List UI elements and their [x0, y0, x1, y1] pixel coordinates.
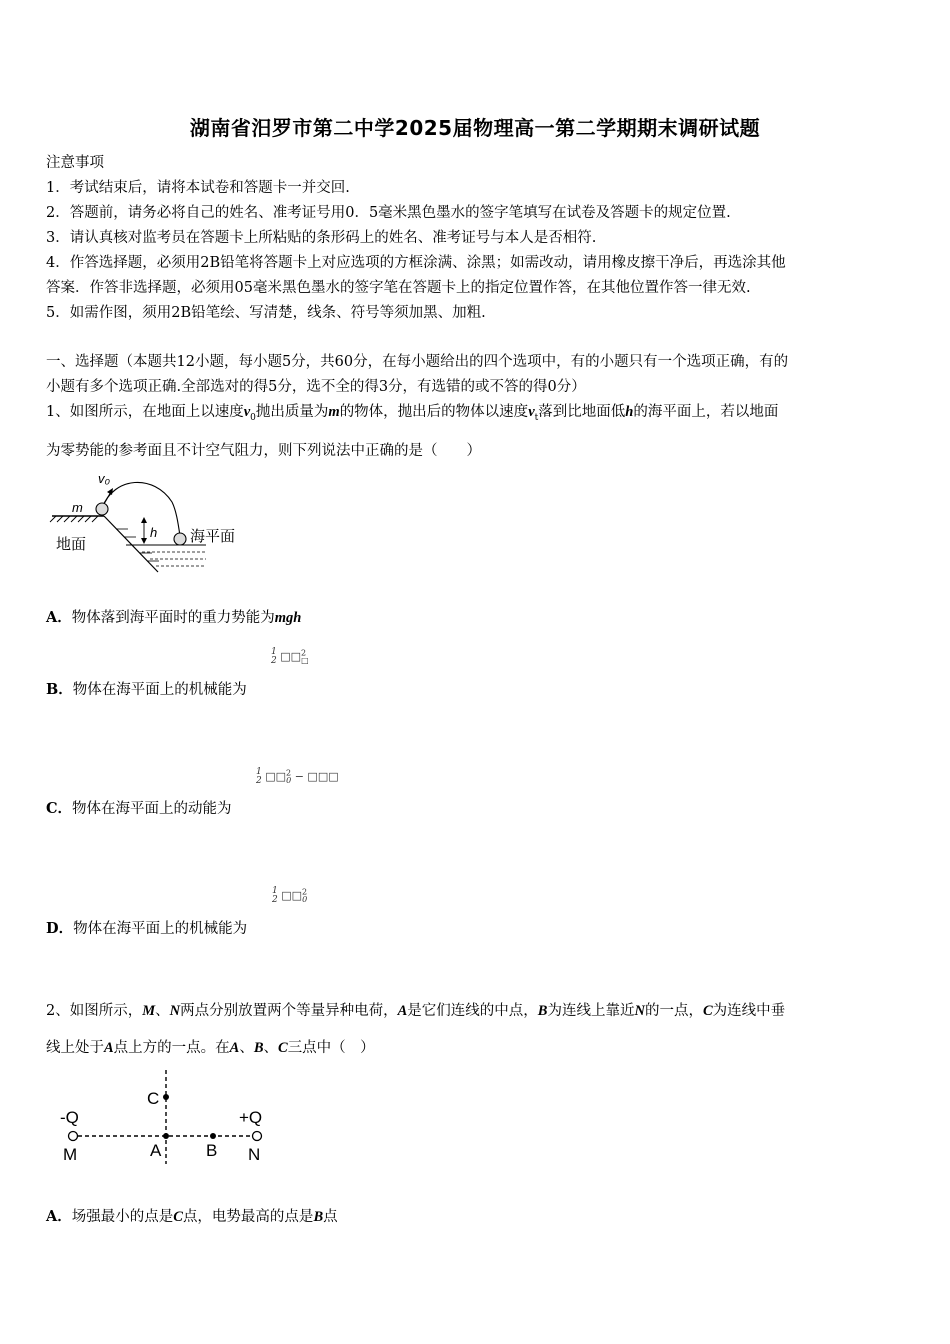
notice-heading: 注意事项: [46, 155, 104, 171]
notice-item: 2．答题前，请务必将自己的姓名、准考证号用0．5毫米黑色墨水的签字笔填写在试卷及答题卡的规定位置.: [46, 205, 731, 221]
notice-item: 3．请认真核对监考员在答题卡上所粘贴的条形码上的姓名、准考证号与本人是否相符.: [46, 230, 597, 246]
notice-item: 答案．作答非选择题，必须用05毫米黑色墨水的签字笔在答题卡上的指定位置作答，在其他位置作答一律无效.: [46, 280, 751, 296]
formula-d: 1 2 □□$^2_0$: [272, 886, 308, 905]
sea-label: 海平面: [190, 528, 236, 545]
point-b-label: B: [206, 1141, 218, 1160]
negative-charge-label: -Q: [60, 1108, 79, 1127]
question-2-stem-cont: 线上处于A点上方的一点。在A、B、C三点中（ ）: [46, 1040, 375, 1056]
question-2-stem: 2、如图所示，M、N两点分别放置两个等量异种电荷，A是它们连线的中点，B为连线上靠近N的一点，C为连线中垂: [46, 1003, 786, 1019]
formula-b: 1 2 □□$^2_□$: [271, 647, 309, 666]
option-c: C．物体在海平面上的动能为: [46, 800, 232, 817]
m-label: m: [72, 500, 83, 515]
option-d: D．物体在海平面上的机械能为: [46, 920, 248, 937]
positive-charge-label: +Q: [239, 1108, 263, 1127]
option-a: A．物体落到海平面时的重力势能为mgh: [46, 609, 302, 626]
question-2-figure: [46, 1066, 286, 1166]
section-heading-cont: 小题有多个选项正确.全部选对的得5分，选不全的得3分，有选错的或不答的得0分）: [46, 379, 586, 395]
notice-item: 1．考试结束后，请将本试卷和答题卡一并交回.: [46, 180, 350, 196]
notice-item: 4．作答选择题，必须用2B铅笔将答题卡上对应选项的方框涂满、涂黑；如需改动，请用橡皮擦干净后，再选涂其他: [46, 255, 786, 271]
question-2-option-a: A．场强最小的点是C点，电势最高的点是B点: [46, 1208, 338, 1225]
v0-label: v₀: [98, 471, 110, 486]
page-title: 湖南省汨罗市第二中学2025届物理高一第二学期期末调研试题: [189, 116, 761, 140]
point-n-label: N: [248, 1145, 261, 1164]
formula-c: 1 2 □□$^2_0$ − □□□: [256, 767, 339, 786]
section-heading: 一、选择题（本题共12小题，每小题5分，共60分，在每小题给出的四个选项中，有的小题只有一个选项正确，有的: [46, 354, 789, 370]
point-m-label: M: [63, 1145, 78, 1164]
question-1-stem: 1、如图所示，在地面上以速度$v_0$抛出质量为m的物体，抛出后的物体以速度$v_t$落到比地面低h的海平面上，若以地面: [46, 404, 779, 423]
notice-item: 5．如需作图，须用2B铅笔绘、写清楚，线条、符号等须加黑、加粗.: [46, 305, 486, 321]
point-c-label: C: [147, 1089, 160, 1108]
question-1-figure: [46, 466, 236, 578]
ground-label: 地面: [56, 536, 87, 553]
point-a-label: A: [150, 1141, 162, 1160]
h-label: h: [150, 525, 158, 540]
question-1-stem-cont: 为零势能的参考面且不计空气阻力，则下列说法中正确的是（ ）: [46, 443, 481, 459]
option-b: B．物体在海平面上的机械能为: [46, 681, 247, 698]
